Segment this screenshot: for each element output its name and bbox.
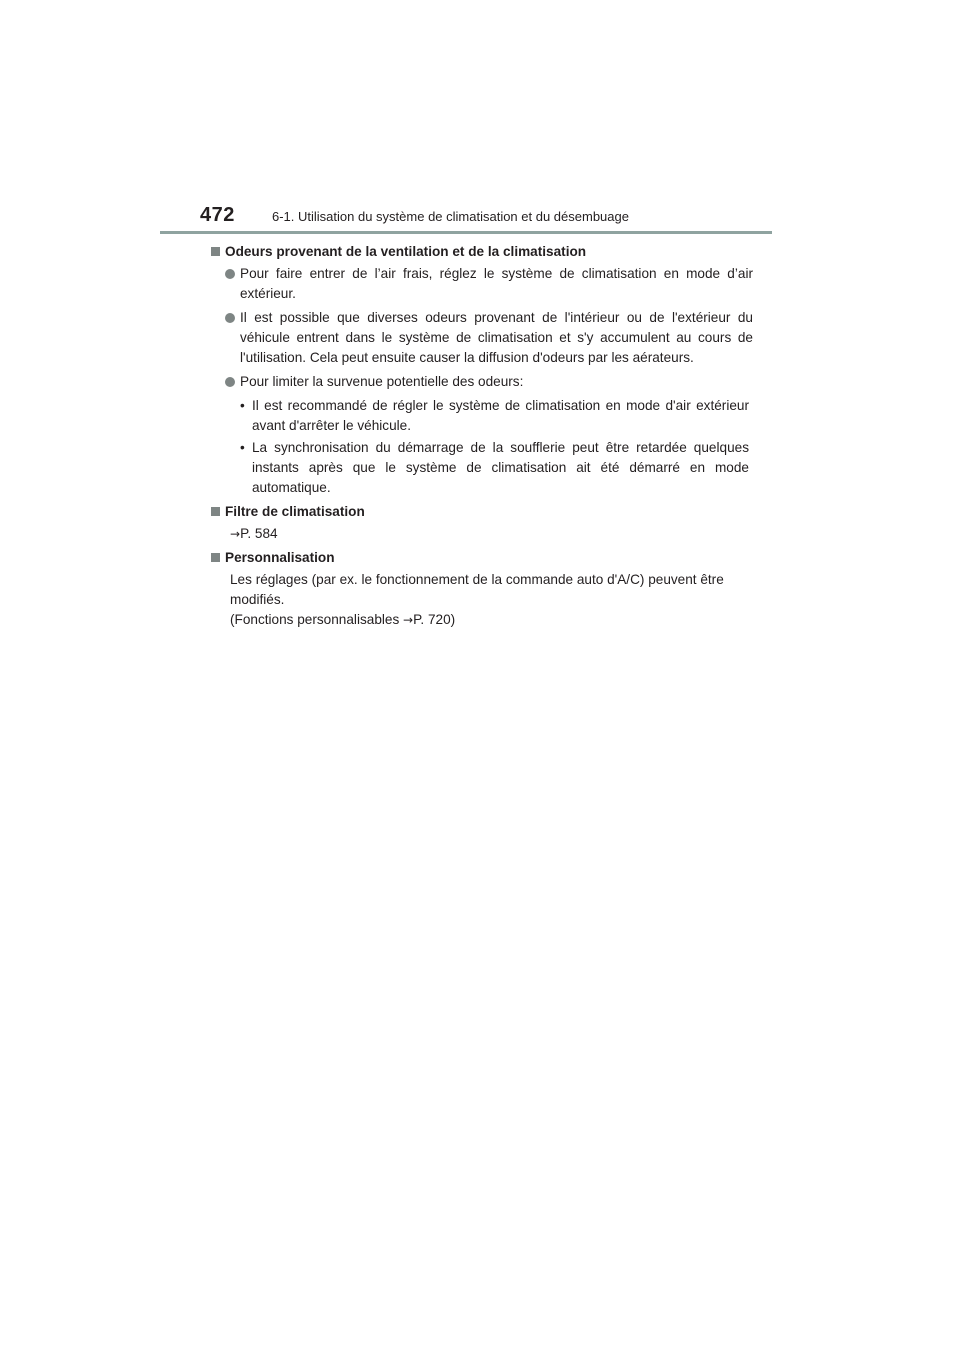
section-title: Odeurs provenant de la ventilation et de la climatisation — [225, 244, 587, 259]
section-odeurs — [211, 242, 753, 498]
bullet-text: Pour limiter la survenue potentielle des odeurs: — [240, 374, 524, 389]
circle-bullet-icon — [225, 269, 235, 279]
section-title: Personnalisation — [225, 550, 335, 565]
section-title: Filtre de climatisation — [225, 504, 365, 519]
header-divider — [160, 231, 772, 234]
chapter-title: 6-1. Utilisation du système de climatisation et du désembuage — [272, 209, 629, 224]
section-heading — [211, 502, 753, 522]
page-header — [200, 204, 772, 232]
section-heading — [211, 242, 753, 262]
section-heading — [211, 548, 753, 568]
page-reference-link[interactable]: P. 584 — [240, 526, 278, 541]
small-dot-icon: • — [240, 440, 245, 455]
body-text: Les réglages (par ex. le fonctionnement de la commande auto d'A/C) peuvent être modifiés. — [230, 572, 724, 607]
square-bullet-icon — [211, 553, 220, 562]
arrow-right-icon: → — [230, 527, 241, 541]
square-bullet-icon — [211, 247, 220, 256]
sub-bullet-item — [211, 396, 753, 436]
body-text: (Fonctions personnalisables — [230, 612, 404, 627]
arrow-right-icon: → — [403, 613, 414, 627]
bullet-item — [211, 308, 753, 368]
bullet-text: Il est possible que diverses odeurs provenant de l'intérieur ou de l'extérieur du véhicule entrent dans le système de climatisation et s'y accumulent au cours de l'utilisation. Cela peut ensuite causer la diffusion d'odeurs par les aérateurs. — [240, 310, 753, 365]
sub-bullet-text: Il est recommandé de régler le système de climatisation en mode d'air extérieur avant d'arrêter le véhicule. — [252, 398, 749, 433]
square-bullet-icon — [211, 507, 220, 516]
page-reference-link[interactable]: P. 720) — [413, 612, 456, 627]
body-reference-line — [230, 610, 753, 630]
bullet-item — [211, 372, 753, 392]
bullet-text: Pour faire entrer de l’air frais, réglez le système de climatisation en mode d’air extérieur. — [240, 266, 753, 301]
page-content — [211, 242, 753, 634]
sub-bullet-text: La synchronisation du démarrage de la soufflerie peut être retardée quelques instants après que le système de climatisation ait été démarré en mode automatique. — [252, 440, 749, 495]
circle-bullet-icon — [225, 313, 235, 323]
section-filtre — [211, 502, 753, 544]
bullet-item — [211, 264, 753, 304]
section-body — [211, 570, 753, 630]
page-reference — [211, 524, 753, 544]
section-personnalisation — [211, 548, 753, 630]
sub-bullet-item — [211, 438, 753, 498]
page-number: 472 — [200, 204, 235, 226]
circle-bullet-icon — [225, 377, 235, 387]
small-dot-icon: • — [240, 398, 245, 413]
